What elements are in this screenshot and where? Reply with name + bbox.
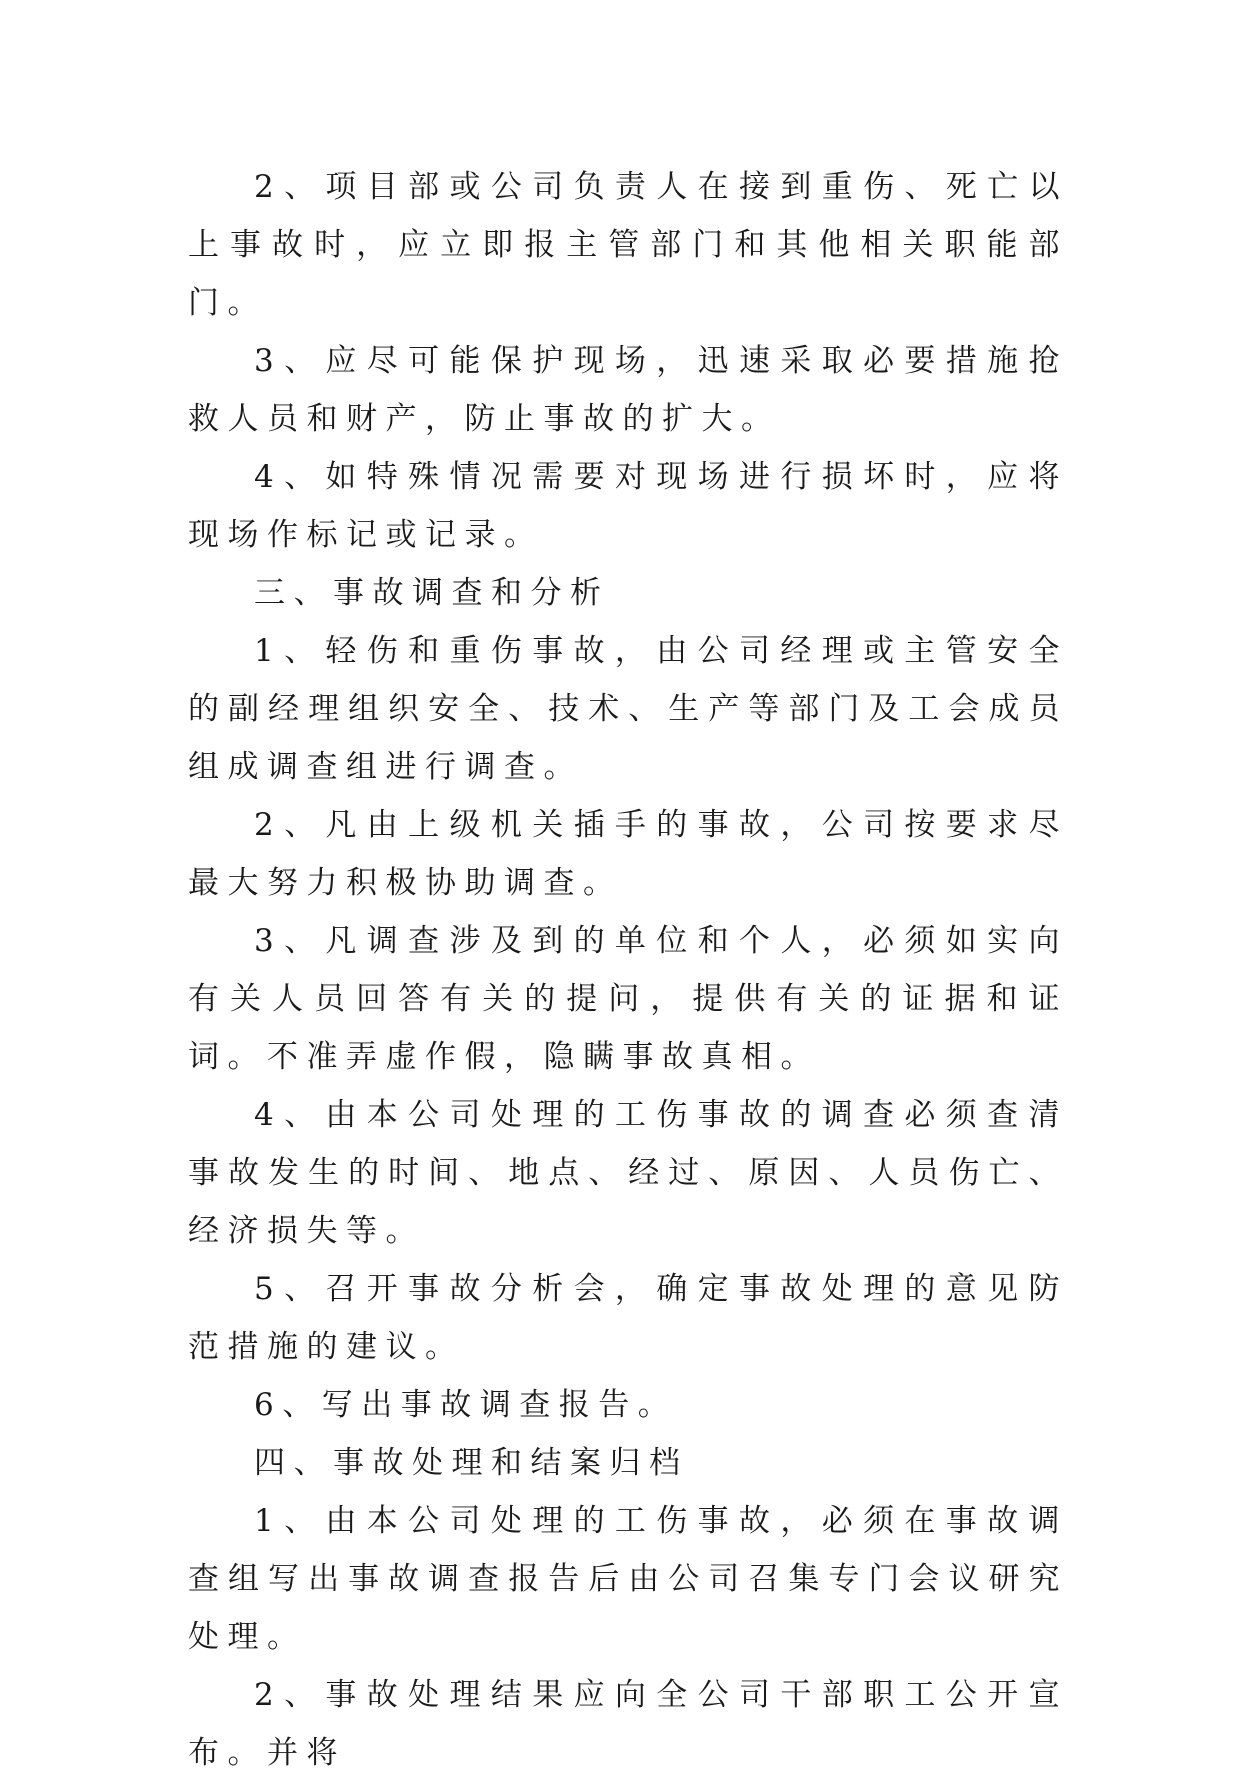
paragraph-truthful-answers: 3、凡调查涉及到的单位和个人，必须如实向有关人员回答有关的提问，提供有关的证据和证词。不准弄虚作假，隐瞒事故真相。 — [188, 923, 1068, 1075]
paragraph-handling-meeting: 1、由本公司处理的工伤事故，必须在事故调查组写出事故调查报告后由公司召集专门会议研究处理。 — [188, 1503, 1068, 1655]
paragraph-investigation-team: 1、轻伤和重伤事故，由公司经理或主管安全的副经理组织安全、技术、生产等部门及工会成员组成调查组进行调查。 — [188, 633, 1068, 785]
paragraph-write-report: 6、写出事故调查报告。 — [254, 1387, 678, 1423]
section-heading-investigation: 三、事故调查和分析 — [254, 575, 610, 611]
paragraph-analysis-meeting: 5、召开事故分析会，确定事故处理的意见防范措施的建议。 — [188, 1271, 1068, 1365]
paragraph-assist-superiors: 2、凡由上级机关插手的事故，公司按要求尽最大努力积极协助调查。 — [188, 807, 1068, 901]
section-heading-handling: 四、事故处理和结案归档 — [254, 1445, 689, 1481]
paragraph-report-immediately: 2、项目部或公司负责人在接到重伤、死亡以上事故时，应立即报主管部门和其他相关职能部门。 — [188, 169, 1068, 321]
paragraph-investigation-scope: 4、由本公司处理的工伤事故的调查必须查清事故发生的时间、地点、经过、原因、人员伤亡、经济损失等。 — [188, 1097, 1068, 1249]
paragraph-mark-scene: 4、如特殊情况需要对现场进行损坏时，应将现场作标记或记录。 — [188, 459, 1068, 553]
paragraph-announce-results: 2、事故处理结果应向全公司干部职工公开宣布。并将 — [188, 1677, 1068, 1771]
paragraph-protect-scene: 3、应尽可能保护现场，迅速采取必要措施抢救人员和财产，防止事故的扩大。 — [188, 343, 1068, 437]
document-body — [188, 158, 1068, 1782]
